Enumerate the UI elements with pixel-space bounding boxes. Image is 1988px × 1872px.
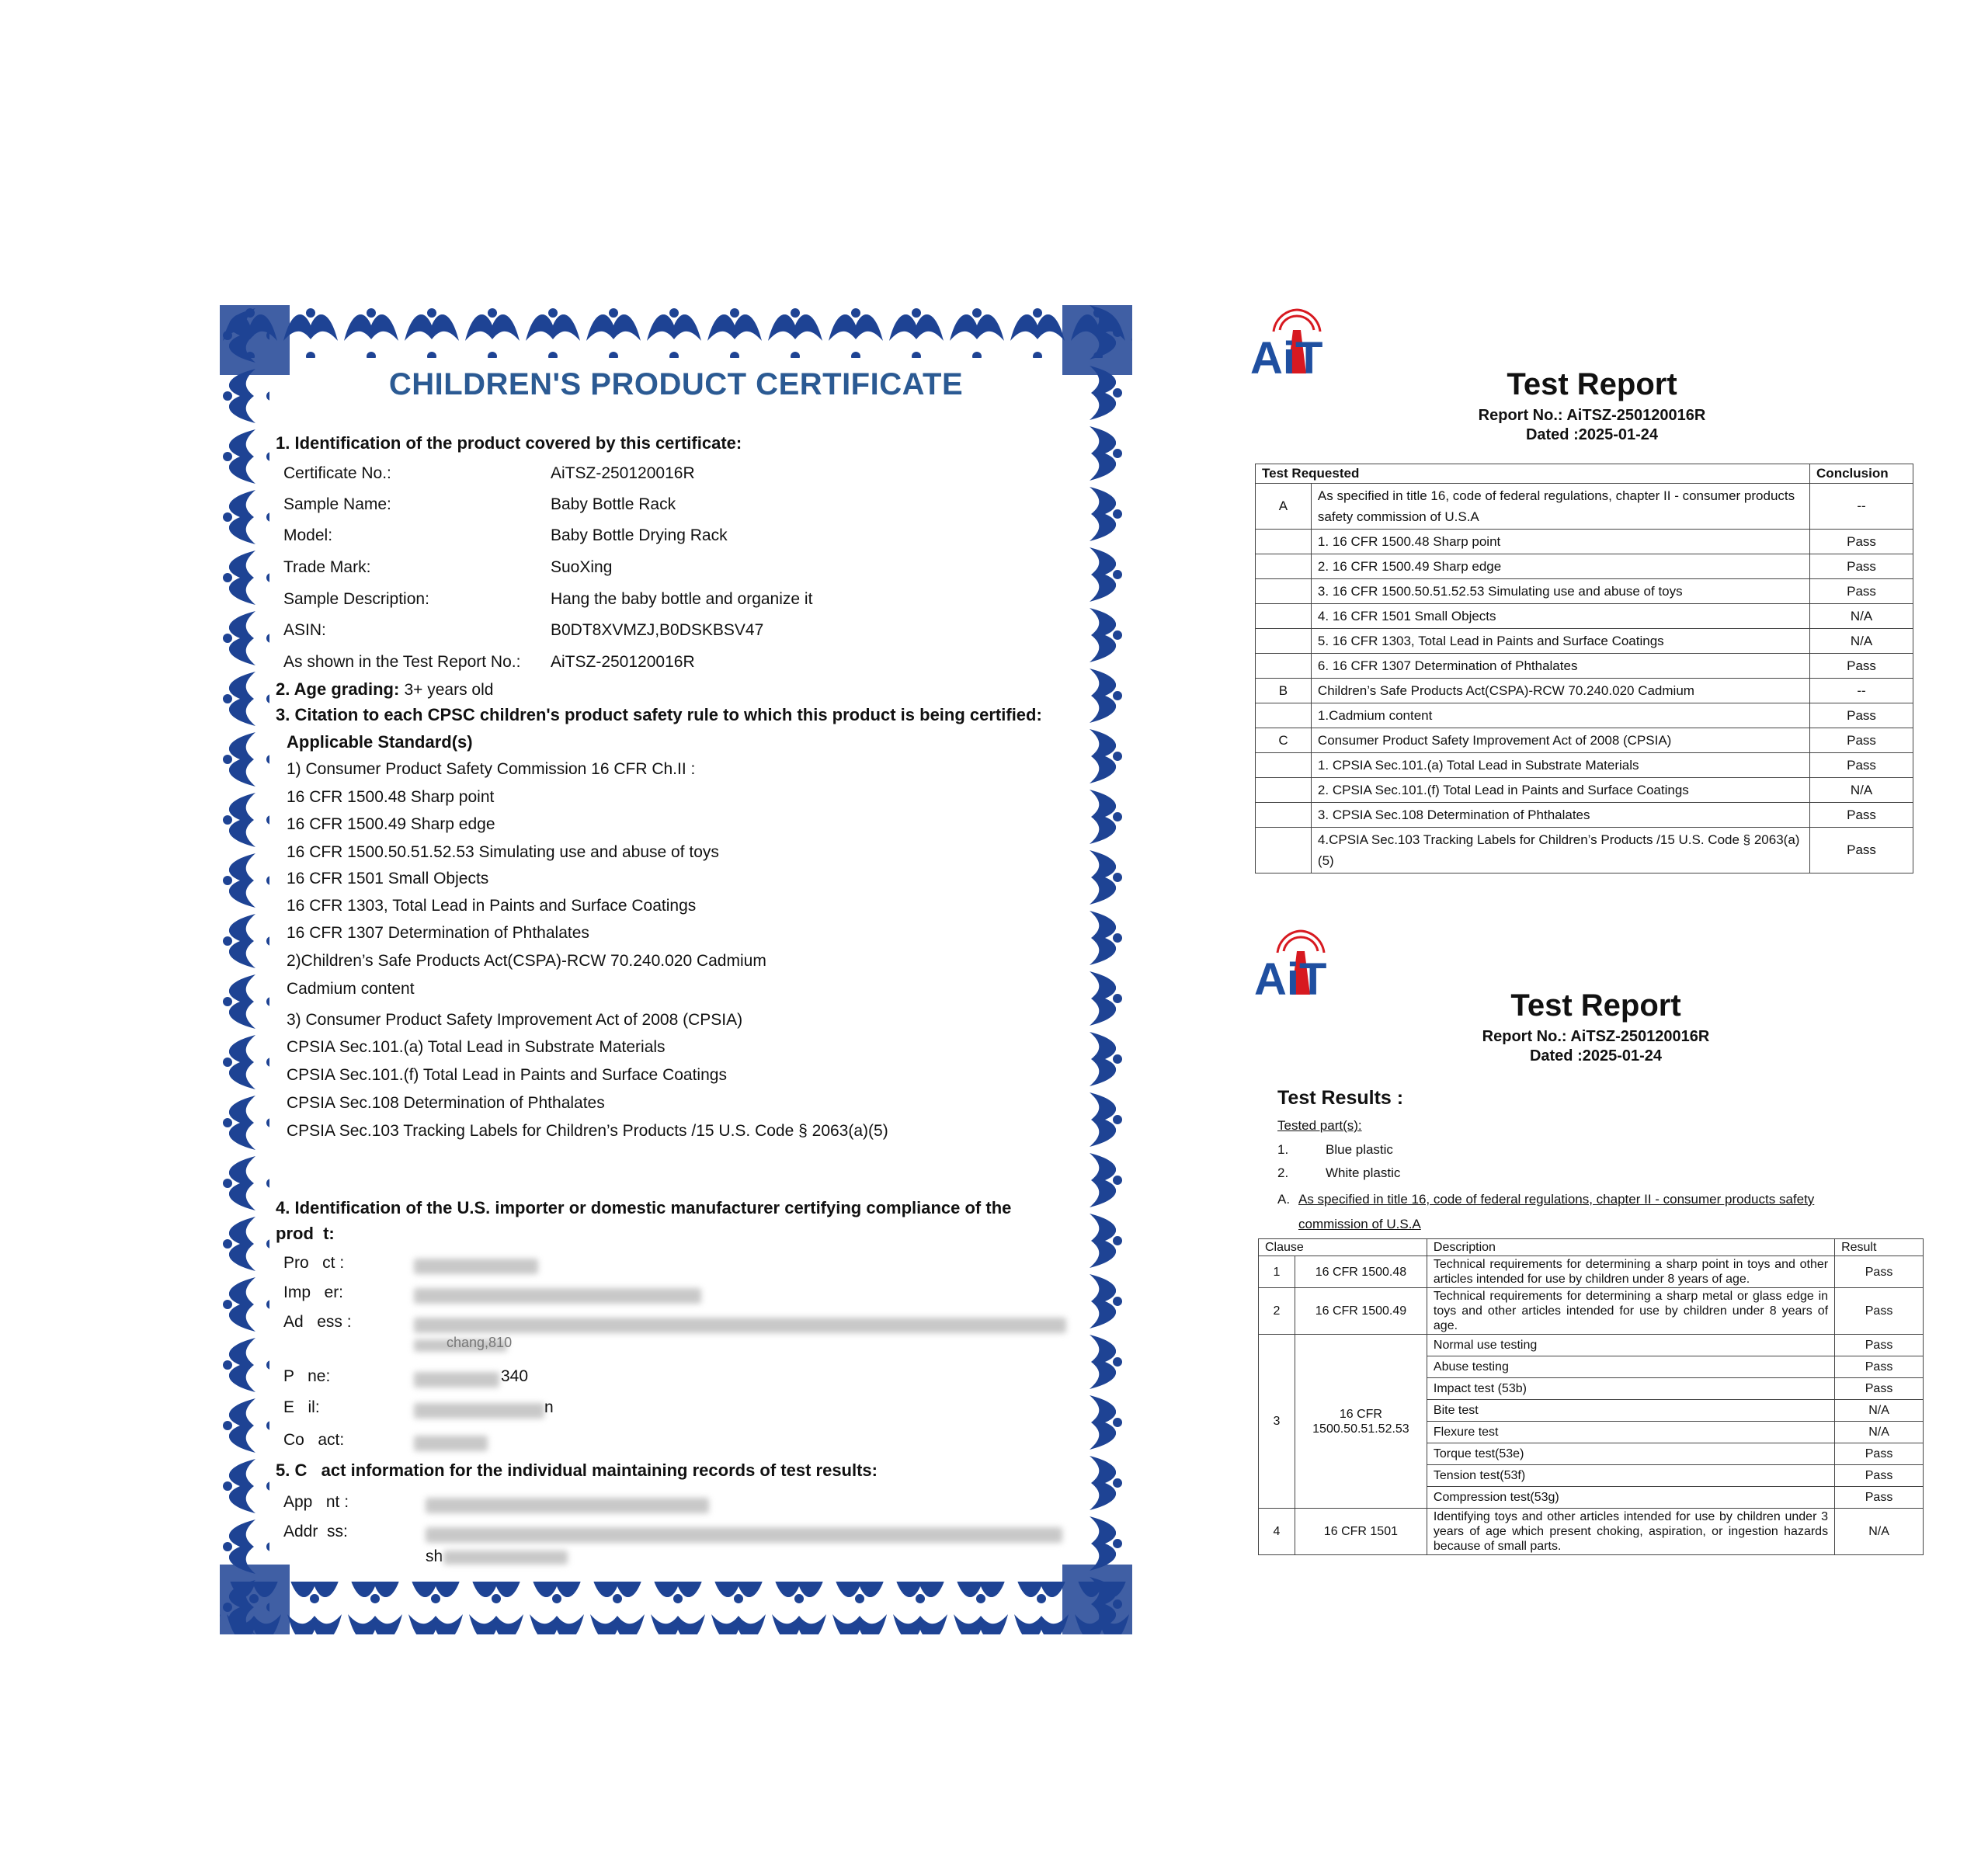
section-key <box>1256 629 1312 654</box>
redacted-text <box>414 1403 544 1419</box>
standard-line: 2)Children’s Safe Products Act(CSPA)-RCW 70.240.020 Cadmium <box>287 952 766 970</box>
subtest-description: Bite test <box>1427 1400 1834 1422</box>
standard-line: CPSIA Sec.101.(a) Total Lead in Substrate Materials <box>287 1038 666 1056</box>
test-conclusion: Pass <box>1810 753 1913 778</box>
report-number: Report No.: AiTSZ-250120016R <box>1478 407 1706 424</box>
field-label: Model: <box>283 526 333 544</box>
section-a-prefix: A. <box>1277 1192 1291 1207</box>
test-name: 2. CPSIA Sec.101.(f) Total Lead in Paints and Surface Coatings <box>1311 778 1809 803</box>
section4-heading-line2: prod t: <box>276 1224 335 1243</box>
tested-parts-label: Tested part(s): <box>1277 1118 1362 1133</box>
section2-heading <box>276 679 493 700</box>
test-report-summary <box>1250 307 1934 897</box>
test-name: As specified in title 16, code of federal regulations, chapter II - consumer products safety commission of U.S.A <box>1311 484 1809 530</box>
importer-label: Imp er: <box>283 1283 344 1301</box>
row-number: 4 <box>1259 1509 1295 1555</box>
table-row <box>1256 778 1913 803</box>
redacted-text <box>414 1259 538 1274</box>
ait-logo-icon <box>1254 928 1347 998</box>
subtest-result: N/A <box>1835 1400 1924 1422</box>
age-grading-value: 3+ years old <box>404 681 494 699</box>
header-clause: Clause <box>1259 1239 1427 1256</box>
header-description: Description <box>1427 1239 1834 1256</box>
subtest-description: Flexure test <box>1427 1422 1834 1443</box>
table-row <box>1256 679 1913 703</box>
section1-heading: 1. Identification of the product covered by this certificate: <box>276 433 742 453</box>
importer-partial-text: n <box>544 1398 554 1416</box>
ait-logo-icon <box>1250 307 1343 377</box>
clause-results-table <box>1258 1238 1924 1555</box>
result: N/A <box>1835 1509 1924 1555</box>
report-title: Test Report <box>1510 988 1681 1023</box>
subtest-result: Pass <box>1835 1378 1924 1400</box>
redacted-text <box>414 1372 499 1388</box>
report-title: Test Report <box>1507 367 1677 401</box>
standard-line: CPSIA Sec.101.(f) Total Lead in Paints and Surface Coatings <box>287 1066 727 1084</box>
test-name: 6. 16 CFR 1307 Determination of Phthalates <box>1311 654 1809 679</box>
test-name: Children’s Safe Products Act(CSPA)-RCW 70.240.020 Cadmium <box>1311 679 1809 703</box>
header-test-requested: Test Requested <box>1256 464 1810 484</box>
test-conclusion: -- <box>1810 484 1913 530</box>
clause: 16 CFR 1500.48 <box>1295 1256 1427 1288</box>
description: Technical requirements for determining a sharp point in toys and other articles intended for use by children under 8 years of age. <box>1427 1256 1834 1288</box>
age-grading-label: 2. Age grading: <box>276 679 400 699</box>
field-label: Sample Name: <box>283 495 391 513</box>
test-name: 4. 16 CFR 1501 Small Objects <box>1311 604 1809 629</box>
subtest-result: N/A <box>1835 1422 1924 1443</box>
standard-line: 1) Consumer Product Safety Commission 16 CFR Ch.II : <box>287 760 696 778</box>
redacted-text <box>414 1436 488 1451</box>
redacted-text <box>426 1498 709 1513</box>
table-header-row <box>1259 1239 1924 1256</box>
clause: 16 CFR 1500.49 <box>1295 1288 1427 1335</box>
standard-line: 16 CFR 1500.48 Sharp point <box>287 788 495 806</box>
test-name: 5. 16 CFR 1303, Total Lead in Paints and Surface Coatings <box>1311 629 1809 654</box>
report-date: Dated :2025-01-24 <box>1529 1047 1663 1065</box>
test-conclusion: Pass <box>1810 728 1913 753</box>
subtest-result: Pass <box>1835 1356 1924 1378</box>
test-results-heading: Test Results : <box>1277 1087 1404 1109</box>
table-row <box>1256 554 1913 579</box>
standard-line: CPSIA Sec.108 Determination of Phthalates <box>287 1094 605 1112</box>
applicable-standards-heading: Applicable Standard(s) <box>287 732 473 752</box>
subtest-description: Compression test(53g) <box>1427 1487 1834 1509</box>
section-key: B <box>1256 679 1312 703</box>
subtest-result: Pass <box>1835 1465 1924 1487</box>
field-label: Certificate No.: <box>283 464 391 482</box>
section-key <box>1256 530 1312 554</box>
header-result: Result <box>1835 1239 1924 1256</box>
table-row <box>1259 1335 1924 1356</box>
logo-letters: AiT <box>1254 954 1327 998</box>
test-conclusion: Pass <box>1810 654 1913 679</box>
report-date: Dated :2025-01-24 <box>1525 426 1659 443</box>
importer-label: E il: <box>283 1398 320 1416</box>
test-conclusion: N/A <box>1810 629 1913 654</box>
importer-label: Pro ct : <box>283 1254 345 1272</box>
records-partial-text: sh <box>426 1547 443 1565</box>
section-a-line1: As specified in title 16, code of federal regulations, chapter II - consumer products safety <box>1298 1192 1815 1207</box>
section-a-line2: commission of U.S.A <box>1298 1217 1421 1231</box>
table-row <box>1256 728 1913 753</box>
test-conclusion: Pass <box>1810 703 1913 728</box>
section-key <box>1256 778 1312 803</box>
section-key <box>1256 554 1312 579</box>
table-row <box>1259 1256 1924 1288</box>
result: Pass <box>1835 1256 1924 1288</box>
table-row <box>1259 1509 1924 1555</box>
header-conclusion: Conclusion <box>1810 464 1913 484</box>
subtest-result: Pass <box>1835 1487 1924 1509</box>
field-value: AiTSZ-250120016R <box>551 653 695 671</box>
test-conclusion: N/A <box>1810 778 1913 803</box>
row-number: 3 <box>1259 1335 1295 1509</box>
test-name: 1. CPSIA Sec.101.(a) Total Lead in Substrate Materials <box>1311 753 1809 778</box>
tested-part-number: 1. <box>1277 1142 1289 1157</box>
standard-line: CPSIA Sec.103 Tracking Labels for Children’s Products /15 U.S. Code § 2063(a)(5) <box>287 1122 888 1140</box>
redacted-text <box>414 1288 701 1304</box>
table-row <box>1256 579 1913 604</box>
test-name: 3. CPSIA Sec.108 Determination of Phthalates <box>1311 803 1809 828</box>
certificate-body <box>266 367 1086 1579</box>
description: Technical requirements for determining a sharp metal or glass edge in toys and other articles intended for use by children under 8 years of age. <box>1427 1288 1834 1335</box>
test-name: 1.Cadmium content <box>1311 703 1809 728</box>
section-key <box>1256 828 1312 873</box>
field-value: B0DT8XVMZJ,B0DSKBSV47 <box>551 621 764 639</box>
test-conclusion: Pass <box>1810 554 1913 579</box>
records-label: Addr ss: <box>283 1523 348 1540</box>
table-row <box>1259 1288 1924 1335</box>
test-conclusion: -- <box>1810 679 1913 703</box>
report-number: Report No.: AiTSZ-250120016R <box>1482 1028 1710 1045</box>
table-header-row <box>1256 464 1913 484</box>
test-name: Consumer Product Safety Improvement Act of 2008 (CPSIA) <box>1311 728 1809 753</box>
table-row <box>1256 753 1913 778</box>
table-row <box>1256 530 1913 554</box>
field-label: ASIN: <box>283 621 326 639</box>
certificate-title: CHILDREN'S PRODUCT CERTIFICATE <box>388 367 964 401</box>
table-row <box>1256 654 1913 679</box>
test-conclusion: Pass <box>1810 530 1913 554</box>
importer-partial-text: chang,810 <box>447 1335 513 1350</box>
standard-line: 16 CFR 1501 Small Objects <box>287 870 489 887</box>
section3-heading: 3. Citation to each CPSC children's product safety rule to which this product is being certified: <box>276 705 1042 724</box>
clause: 16 CFR 1501 <box>1295 1509 1427 1555</box>
section4-heading-line1: 4. Identification of the U.S. importer or domestic manufacturer certifying compliance of the <box>276 1198 1012 1217</box>
test-name: 2. 16 CFR 1500.49 Sharp edge <box>1311 554 1809 579</box>
field-value: AiTSZ-250120016R <box>551 464 695 482</box>
table-row <box>1256 703 1913 728</box>
redacted-text <box>443 1551 568 1565</box>
result: Pass <box>1835 1288 1924 1335</box>
tested-part-name: White plastic <box>1326 1165 1401 1180</box>
subtest-result: Pass <box>1835 1443 1924 1465</box>
section-key <box>1256 579 1312 604</box>
childrens-product-certificate <box>220 305 1132 1634</box>
table-row <box>1256 803 1913 828</box>
standard-line: 16 CFR 1500.49 Sharp edge <box>287 815 495 833</box>
description: Identifying toys and other articles intended for use by children under 3 years of age which present choking, aspiration, or ingestion hazards because of small parts. <box>1427 1509 1834 1555</box>
tested-part-number: 2. <box>1277 1165 1289 1180</box>
subtest-description: Impact test (53b) <box>1427 1378 1834 1400</box>
test-conclusion: Pass <box>1810 803 1913 828</box>
field-value: Hang the baby bottle and organize it <box>551 590 813 608</box>
test-name: 3. 16 CFR 1500.50.51.52.53 Simulating use and abuse of toys <box>1311 579 1809 604</box>
subtest-description: Tension test(53f) <box>1427 1465 1834 1487</box>
field-value: Baby Bottle Drying Rack <box>551 526 728 544</box>
records-label: App nt : <box>283 1493 349 1511</box>
standard-line: Cadmium content <box>287 980 415 998</box>
field-value: Baby Bottle Rack <box>551 495 676 513</box>
section-key <box>1256 753 1312 778</box>
importer-partial-text: 340 <box>501 1367 529 1385</box>
standard-line: 3) Consumer Product Safety Improvement Act of 2008 (CPSIA) <box>287 1011 743 1029</box>
test-conclusion: N/A <box>1810 604 1913 629</box>
test-conclusion: Pass <box>1810 579 1913 604</box>
section-key <box>1256 803 1312 828</box>
importer-label: P ne: <box>283 1367 331 1385</box>
section-key <box>1256 604 1312 629</box>
field-label: Sample Description: <box>283 590 429 608</box>
subtest-result: Pass <box>1835 1335 1924 1356</box>
field-label: As shown in the Test Report No.: <box>283 653 521 671</box>
section-key: C <box>1256 728 1312 753</box>
test-name: 1. 16 CFR 1500.48 Sharp point <box>1311 530 1809 554</box>
subtest-description: Abuse testing <box>1427 1356 1834 1378</box>
table-row <box>1256 604 1913 629</box>
subtest-description: Torque test(53e) <box>1427 1443 1834 1465</box>
tested-part-name: Blue plastic <box>1326 1142 1393 1157</box>
standard-line: 16 CFR 1500.50.51.52.53 Simulating use and abuse of toys <box>287 843 719 861</box>
logo-letters: AiT <box>1250 333 1323 377</box>
test-report-results <box>1254 928 1938 1611</box>
test-conclusion: Pass <box>1810 828 1913 873</box>
table-row <box>1256 629 1913 654</box>
section-key <box>1256 703 1312 728</box>
section-key <box>1256 654 1312 679</box>
table-row <box>1256 484 1913 530</box>
subtest-description: Normal use testing <box>1427 1335 1834 1356</box>
standard-line: 16 CFR 1303, Total Lead in Paints and Surface Coatings <box>287 897 697 915</box>
importer-label: Co act: <box>283 1431 345 1449</box>
standard-line: 16 CFR 1307 Determination of Phthalates <box>287 924 589 942</box>
row-number: 2 <box>1259 1288 1295 1335</box>
clause: 16 CFR 1500.50.51.52.53 <box>1295 1335 1427 1509</box>
section-key: A <box>1256 484 1312 530</box>
test-name: 4.CPSIA Sec.103 Tracking Labels for Children’s Products /15 U.S. Code § 2063(a)(5) <box>1311 828 1809 873</box>
test-requested-table <box>1255 464 1913 873</box>
section5-heading: 5. C act information for the individual maintaining records of test results: <box>276 1460 878 1480</box>
table-row <box>1256 828 1913 873</box>
redacted-text <box>414 1318 1066 1333</box>
row-number: 1 <box>1259 1256 1295 1288</box>
field-label: Trade Mark: <box>283 558 371 576</box>
field-value: SuoXing <box>551 558 613 576</box>
importer-label: Ad ess : <box>283 1313 352 1331</box>
redacted-text <box>426 1527 1062 1543</box>
